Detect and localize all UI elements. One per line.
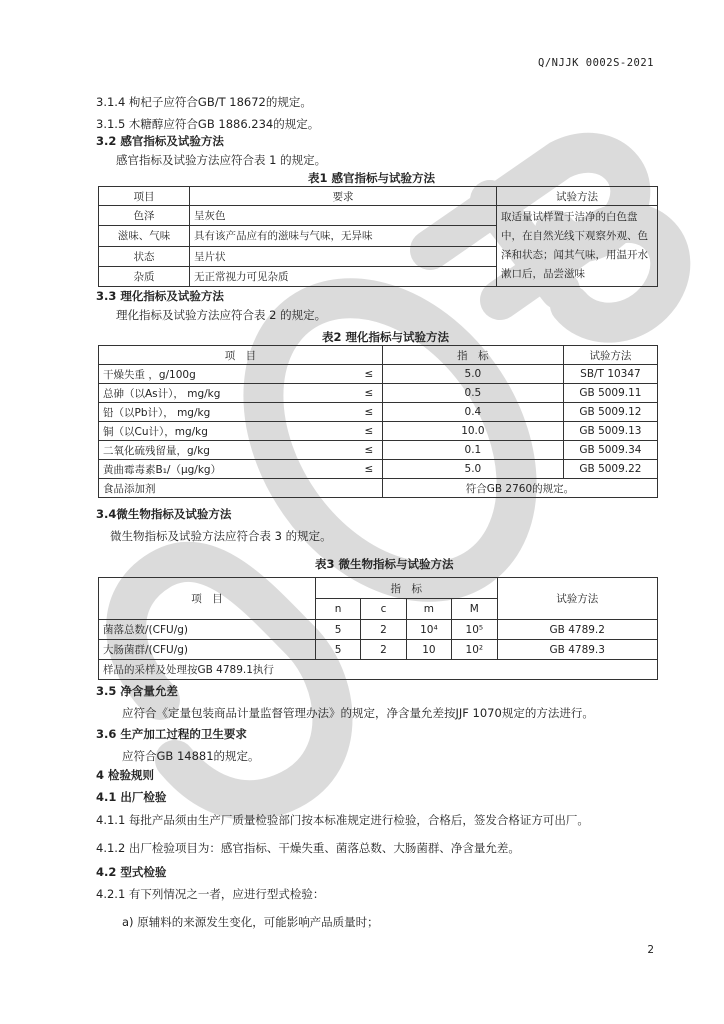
clause-4-2-1: 4.2.1 有下列情况之一者，应进行型式检验： bbox=[96, 887, 325, 901]
table3-cell: 2 bbox=[361, 620, 406, 640]
table2-cell: GB 5009.22 bbox=[563, 460, 657, 479]
table3-cell: 5 bbox=[315, 620, 360, 640]
clause-3-2-body: 感官指标及试验方法应符合表 1 的规定。 bbox=[116, 153, 327, 167]
table2-cell: 0.1 bbox=[382, 441, 563, 460]
table1-cell: 呈片状 bbox=[190, 246, 497, 266]
table2-cell: 干燥失重 ，g/100g bbox=[99, 365, 356, 384]
table1-header-method: 试验方法 bbox=[497, 187, 658, 206]
method-line: 中，在自然光线下观察外观、色 bbox=[501, 230, 648, 242]
table3-cell: 菌落总数/(CFU/g) bbox=[99, 620, 316, 640]
clause-4-heading: 4 检验规则 bbox=[96, 768, 155, 782]
table3-note: 样品的采样及处理按GB 4789.1执行 bbox=[99, 660, 658, 680]
table1-cell: 杂质 bbox=[99, 266, 190, 286]
clause-3-5-heading: 3.5 净含量允差 bbox=[96, 684, 178, 698]
table2-header-item: 项 目 bbox=[99, 346, 383, 365]
table-3 bbox=[98, 577, 658, 680]
table2-header-index: 指 标 bbox=[382, 346, 563, 365]
table2-cell: 黄曲霉毒素B₁/（μg/kg） bbox=[99, 460, 356, 479]
table1-header-req: 要求 bbox=[190, 187, 497, 206]
clause-4-1-2: 4.1.2 出厂检验项目为：感官指标、干燥失重、菌落总数、大肠菌群、净含量允差。 bbox=[96, 841, 520, 855]
table3-subheader: c bbox=[361, 599, 406, 620]
clause-3-4-heading: 3.4微生物指标及试验方法 bbox=[96, 507, 232, 521]
table-1 bbox=[98, 186, 658, 287]
table2-header-method: 试验方法 bbox=[563, 346, 657, 365]
table2-cell: GB 5009.12 bbox=[563, 403, 657, 422]
table3-cell: 10 bbox=[406, 640, 451, 660]
table2-cell: ≤ bbox=[356, 441, 383, 460]
table3-cell: 大肠菌群/(CFU/g) bbox=[99, 640, 316, 660]
table3-header-item: 项 目 bbox=[99, 578, 316, 620]
table3-cell: GB 4789.2 bbox=[497, 620, 658, 640]
table3-cell: 10⁴ bbox=[406, 620, 451, 640]
table2-cell: 符合GB 2760的规定。 bbox=[382, 479, 657, 498]
table2-cell: 二氧化硫残留量，g/kg bbox=[99, 441, 356, 460]
table2-cell: GB 5009.11 bbox=[563, 384, 657, 403]
table1-cell: 色泽 bbox=[99, 206, 190, 226]
clause-3-5-body: 应符合《定量包装商品计量监督管理办法》的规定，净含量允差按JJF 1070规定的方法进行。 bbox=[122, 706, 594, 720]
clause-3-4-body: 微生物指标及试验方法应符合表 3 的规定。 bbox=[110, 529, 332, 543]
document-code: Q/NJJK 0002S-2021 bbox=[538, 57, 654, 69]
table-2 bbox=[98, 345, 658, 498]
table2-cell: 5.0 bbox=[382, 460, 563, 479]
table3-cell: 2 bbox=[361, 640, 406, 660]
table3-caption: 表3 微生物指标与试验方法 bbox=[315, 557, 454, 571]
method-line: 泽和状态；闻其气味，用温开水 bbox=[501, 249, 648, 261]
table2-cell: 铅（以Pb计）， mg/kg bbox=[99, 403, 356, 422]
table2-cell: ≤ bbox=[356, 460, 383, 479]
clause-3-1-4: 3.1.4 枸杞子应符合GB/T 18672的规定。 bbox=[96, 95, 312, 109]
page-number: 2 bbox=[647, 944, 654, 956]
table1-header-item: 项目 bbox=[99, 187, 190, 206]
table2-caption: 表2 理化指标与试验方法 bbox=[322, 330, 450, 344]
table1-cell: 具有该产品应有的滋味与气味，无异味 bbox=[190, 226, 497, 246]
table3-cell: 10² bbox=[452, 640, 497, 660]
table3-subheader: n bbox=[315, 599, 360, 620]
table3-header-method: 试验方法 bbox=[497, 578, 658, 620]
method-line: 取适量试样置于洁净的白色盘 bbox=[501, 211, 638, 223]
table3-header-index: 指 标 bbox=[315, 578, 497, 599]
clause-4-2-1-a: a) 原辅料的来源发生变化，可能影响产品质量时； bbox=[122, 915, 379, 929]
table2-cell: GB 5009.34 bbox=[563, 441, 657, 460]
table2-cell: 铜（以Cu计），mg/kg bbox=[99, 422, 356, 441]
table2-cell: ≤ bbox=[356, 422, 383, 441]
table1-caption: 表1 感官指标与试验方法 bbox=[308, 171, 436, 185]
clause-3-6-heading: 3.6 生产加工过程的卫生要求 bbox=[96, 727, 247, 741]
table2-cell: ≤ bbox=[356, 365, 383, 384]
table2-cell: 总砷（以As计）， mg/kg bbox=[99, 384, 356, 403]
table2-cell: ≤ bbox=[356, 384, 383, 403]
clause-4-1-1: 4.1.1 每批产品须由生产厂质量检验部门按本标准规定进行检验，合格后，签发合格证方可出厂。 bbox=[96, 813, 589, 827]
clause-3-6-body: 应符合GB 14881的规定。 bbox=[122, 749, 260, 763]
table2-cell: SB/T 10347 bbox=[563, 365, 657, 384]
table3-cell: GB 4789.3 bbox=[497, 640, 658, 660]
clause-3-3-body: 理化指标及试验方法应符合表 2 的规定。 bbox=[116, 308, 327, 322]
clause-4-2-heading: 4.2 型式检验 bbox=[96, 865, 167, 879]
table2-cell: ≤ bbox=[356, 403, 383, 422]
clause-4-1-heading: 4.1 出厂检验 bbox=[96, 790, 167, 804]
table2-cell: 食品添加剂 bbox=[99, 479, 383, 498]
table2-cell: GB 5009.13 bbox=[563, 422, 657, 441]
clause-3-1-5: 3.1.5 木糖醇应符合GB 1886.234的规定。 bbox=[96, 117, 320, 131]
clause-3-2-heading: 3.2 感官指标及试验方法 bbox=[96, 134, 224, 148]
table2-cell: 0.5 bbox=[382, 384, 563, 403]
table1-cell: 呈灰色 bbox=[190, 206, 497, 226]
table3-subheader: m bbox=[406, 599, 451, 620]
table2-cell: 5.0 bbox=[382, 365, 563, 384]
table1-cell: 无正常视力可见杂质 bbox=[190, 266, 497, 286]
method-line: 漱口后，品尝滋味 bbox=[501, 268, 585, 280]
table3-subheader: M bbox=[452, 599, 497, 620]
table3-cell: 5 bbox=[315, 640, 360, 660]
table1-cell: 状态 bbox=[99, 246, 190, 266]
table2-cell: 10.0 bbox=[382, 422, 563, 441]
table1-cell: 滋味、气味 bbox=[99, 226, 190, 246]
clause-3-3-heading: 3.3 理化指标及试验方法 bbox=[96, 289, 224, 303]
table1-method-cell bbox=[497, 206, 658, 287]
table3-cell: 10⁵ bbox=[452, 620, 497, 640]
table2-cell: 0.4 bbox=[382, 403, 563, 422]
